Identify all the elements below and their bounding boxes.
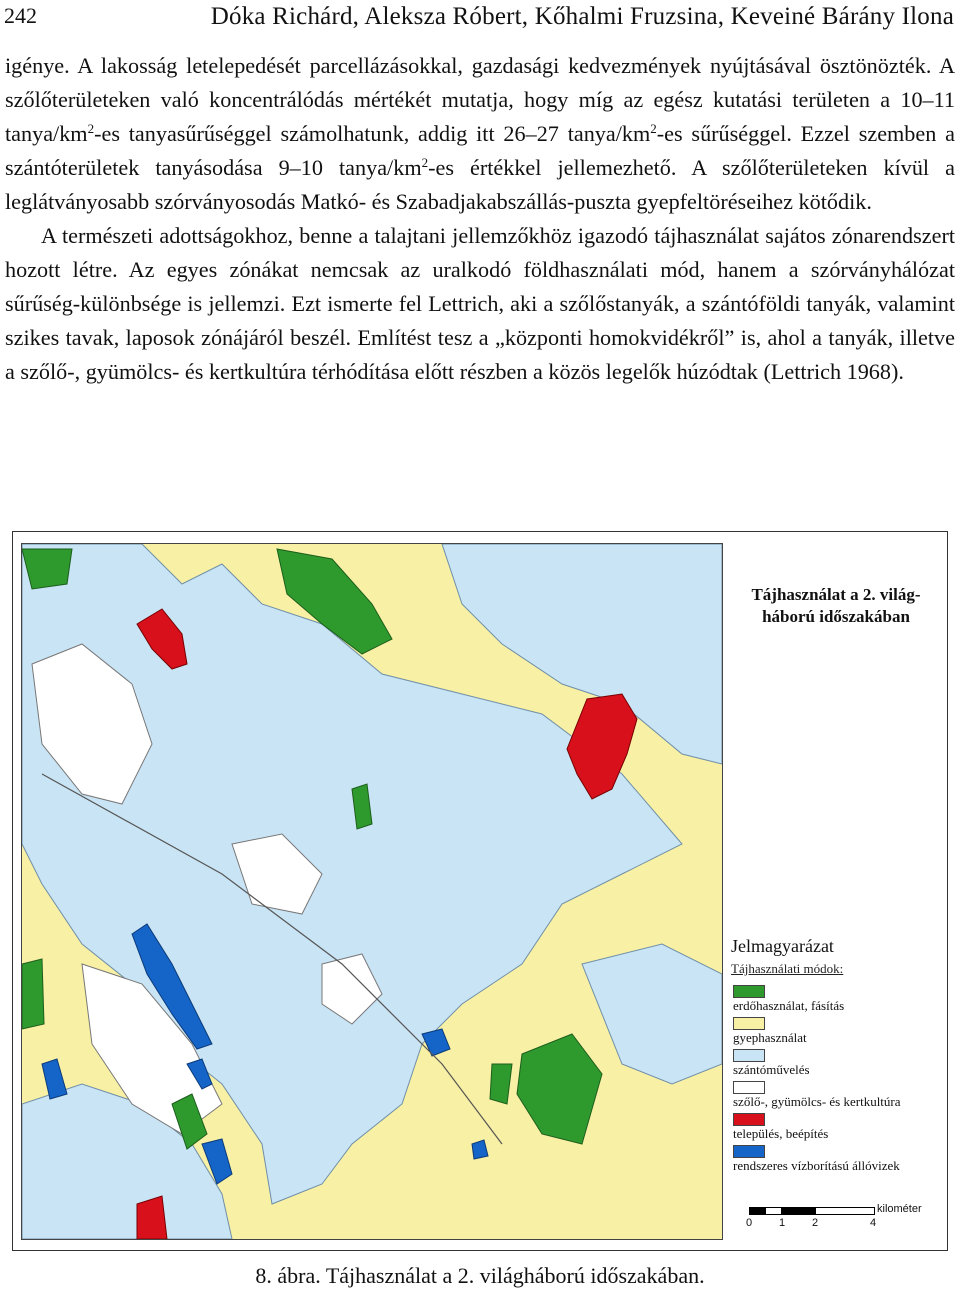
- legend-swatch: [733, 1017, 765, 1030]
- superscript: 2: [87, 121, 95, 136]
- legend-item-water: rendszeres vízborítású állóvizek: [731, 1145, 943, 1177]
- forest-patch: [490, 1064, 512, 1104]
- lake-patch: [472, 1140, 488, 1159]
- lake-patch: [422, 1029, 450, 1056]
- scale-unit: kilométer: [877, 1203, 922, 1215]
- figure-caption: 8. ábra. Tájhasználat a 2. világháború időszakában.: [255, 1263, 705, 1288]
- superscript: 2: [650, 121, 657, 136]
- legend-swatch: [733, 1081, 765, 1094]
- cropland-zone: [582, 944, 722, 1084]
- map-legend: [731, 936, 943, 1177]
- scale-tick: 1: [779, 1217, 786, 1229]
- scale-tick: 4: [870, 1217, 877, 1229]
- body-text: [5, 49, 955, 389]
- legend-item-settlement: település, beépítés: [731, 1113, 943, 1145]
- scale-bar: [746, 1203, 949, 1243]
- legend-item-vineyard: szőlő-, gyümölcs- és kertkultúra: [731, 1081, 943, 1113]
- legend-item-cropland: szántóművelés: [731, 1049, 943, 1081]
- map-title: Tájhasználat a 2. világ- háború időszakában: [751, 585, 921, 626]
- land-use-map-graphic: [22, 544, 722, 1239]
- legend-item-grassland: gyephasználat: [731, 1017, 943, 1049]
- scale-tick: 2: [812, 1217, 819, 1229]
- page-number: 242: [4, 3, 37, 28]
- scale-segment: [781, 1207, 817, 1215]
- forest-patch: [517, 1034, 602, 1144]
- superscript: 2: [421, 155, 429, 170]
- scale-tick: 0: [746, 1217, 753, 1229]
- legend-swatch: [733, 1049, 765, 1062]
- legend-subtitle: Tájhasználati módok:: [731, 961, 844, 976]
- legend-title: Jelmagyarázat: [731, 936, 834, 956]
- legend-item-forest: erdőhasználat, fásítás: [731, 985, 943, 1017]
- land-use-map: [21, 543, 723, 1240]
- legend-swatch: [733, 985, 765, 998]
- figure-map-frame: [12, 531, 948, 1251]
- settlement-patch: [137, 1196, 167, 1239]
- legend-swatch: [733, 1113, 765, 1126]
- lake-patch: [42, 1059, 67, 1099]
- scale-segment: [815, 1207, 875, 1215]
- paragraph-2: A természeti adottságokhoz, benne a talajtani jellemzőkhöz igazodó tájhasználat sajátos zónarendszert hozott létre. Az egyes zónákat nemcsak az uralkodó földhasználati mód, hanem a szórványhálózat sűrűség-különbsége is jellemzi. Ezt ismerte fel Lettrich, aki a szőlőstanyák, a szántóföldi tanyák, valamint szikes tavak, laposok zónájáról beszél. Említést tesz a „központi homokvidékről” is, ahol a tanyák, illetve a szőlő-, gyümölcs- és kertkultúra térhódítása előtt részben a közös legelők húzódtak (Lettrich 1968).: [5, 223, 955, 384]
- paragraph-1: igénye. A lakosság letelepedését parcellázásokkal, gazdasági kedvezmények nyújtásával ösztönözték. A szőlőterületeken való koncentrálódás mértékét mutatja, hogy míg az egész kutatási területen a 10–11 tanya/$km^2-es$ tanyasűrűséggel számolhatunk, addig itt 26–27 tanya/$km^2-es$ sűrűséggel. Ezzel szemben a szántóterületek tanyásodása 9–10 tanya/$km^2-es$ értékkel jellemezhető. A szőlőterületeken kívül a leglátványosabb szórványosodás Matkó- és Szabadjakabszállás-puszta gyepfeltöréseihez kötődik.: [5, 53, 955, 214]
- legend-swatch: [733, 1145, 765, 1158]
- running-head-authors: Dóka Richárd, Aleksza Róbert, Kőhalmi Fruzsina, Keveiné Bárány Ilona: [210, 3, 954, 30]
- forest-patch: [22, 959, 44, 1029]
- page-header: [0, 0, 960, 36]
